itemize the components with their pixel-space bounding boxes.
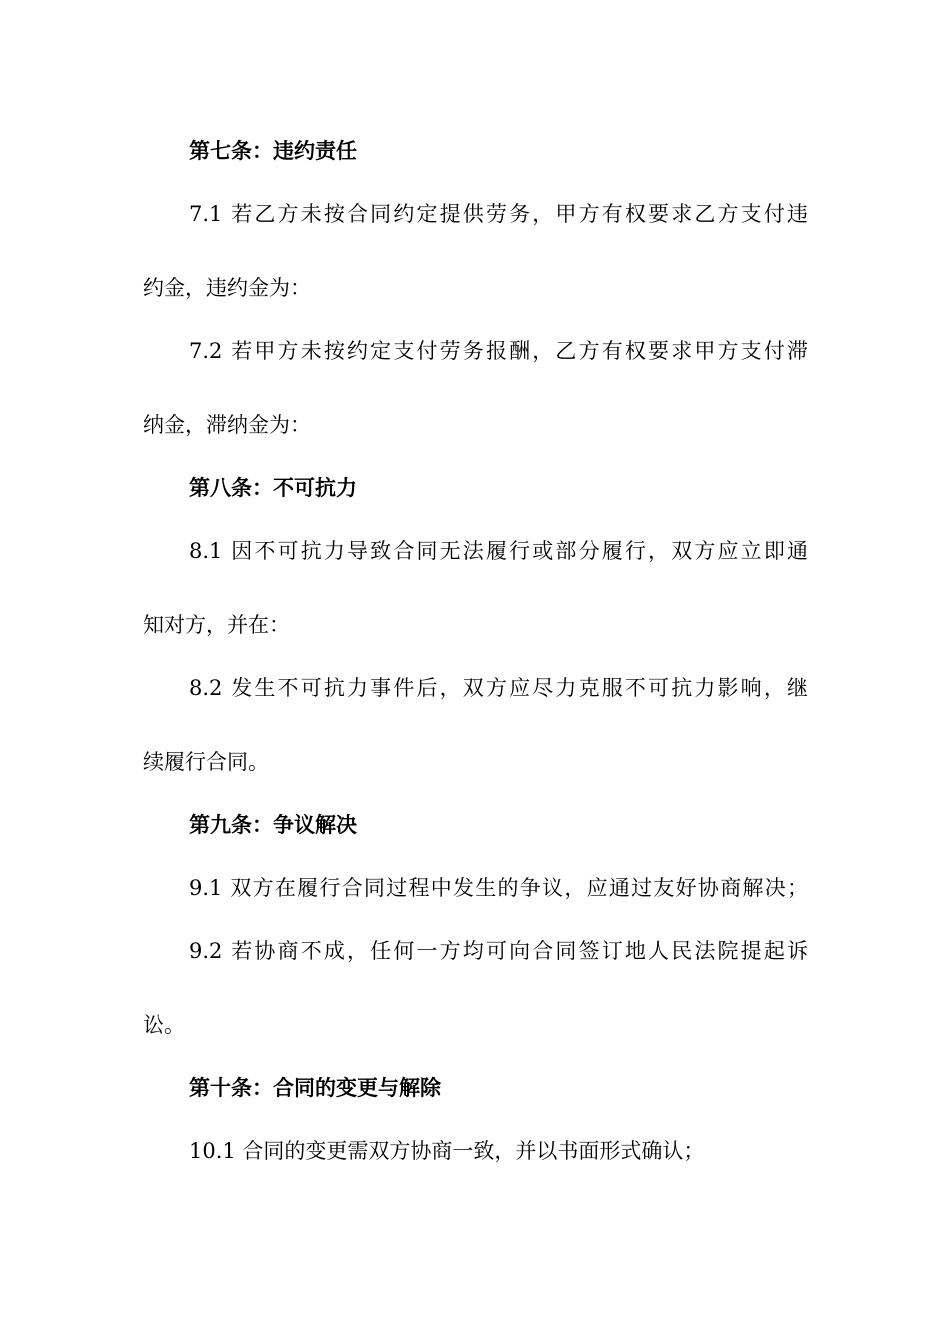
clause-9-1-line-1: 9.1 双方在履行合同过程中发生的争议，应通过友好协商解决；	[189, 876, 808, 900]
clause-10-1-line-1: 10.1 合同的变更需双方协商一致，并以书面形式确认；	[189, 1139, 705, 1163]
clause-8-1-line-1: 8.1 因不可抗力导致合同无法履行或部分履行，双方应立即通	[189, 539, 808, 563]
section-heading-7: 第七条：违约责任	[189, 139, 357, 163]
clause-8-1-line-2: 知对方，并在：	[143, 613, 290, 637]
clause-9-2-line-1: 9.2 若协商不成，任何一方均可向合同签订地人民法院提起诉	[189, 939, 808, 963]
clause-8-2-line-2: 续履行合同。	[143, 750, 269, 774]
clause-7-1-line-1: 7.1 若乙方未按合同约定提供劳务，甲方有权要求乙方支付违	[189, 202, 808, 226]
clause-8-2-line-1: 8.2 发生不可抗力事件后，双方应尽力克服不可抗力影响，继	[189, 676, 808, 700]
clause-7-1-line-2: 约金，违约金为：	[143, 276, 311, 300]
section-heading-8: 第八条：不可抗力	[189, 476, 357, 500]
clause-7-2-line-1: 7.2 若甲方未按约定支付劳务报酬，乙方有权要求甲方支付滞	[189, 339, 808, 363]
section-heading-10: 第十条：合同的变更与解除	[189, 1076, 441, 1100]
clause-7-2-line-2: 纳金，滞纳金为：	[143, 413, 311, 437]
section-heading-9: 第九条：争议解决	[189, 813, 357, 837]
clause-9-2-line-2: 讼。	[143, 1013, 185, 1037]
